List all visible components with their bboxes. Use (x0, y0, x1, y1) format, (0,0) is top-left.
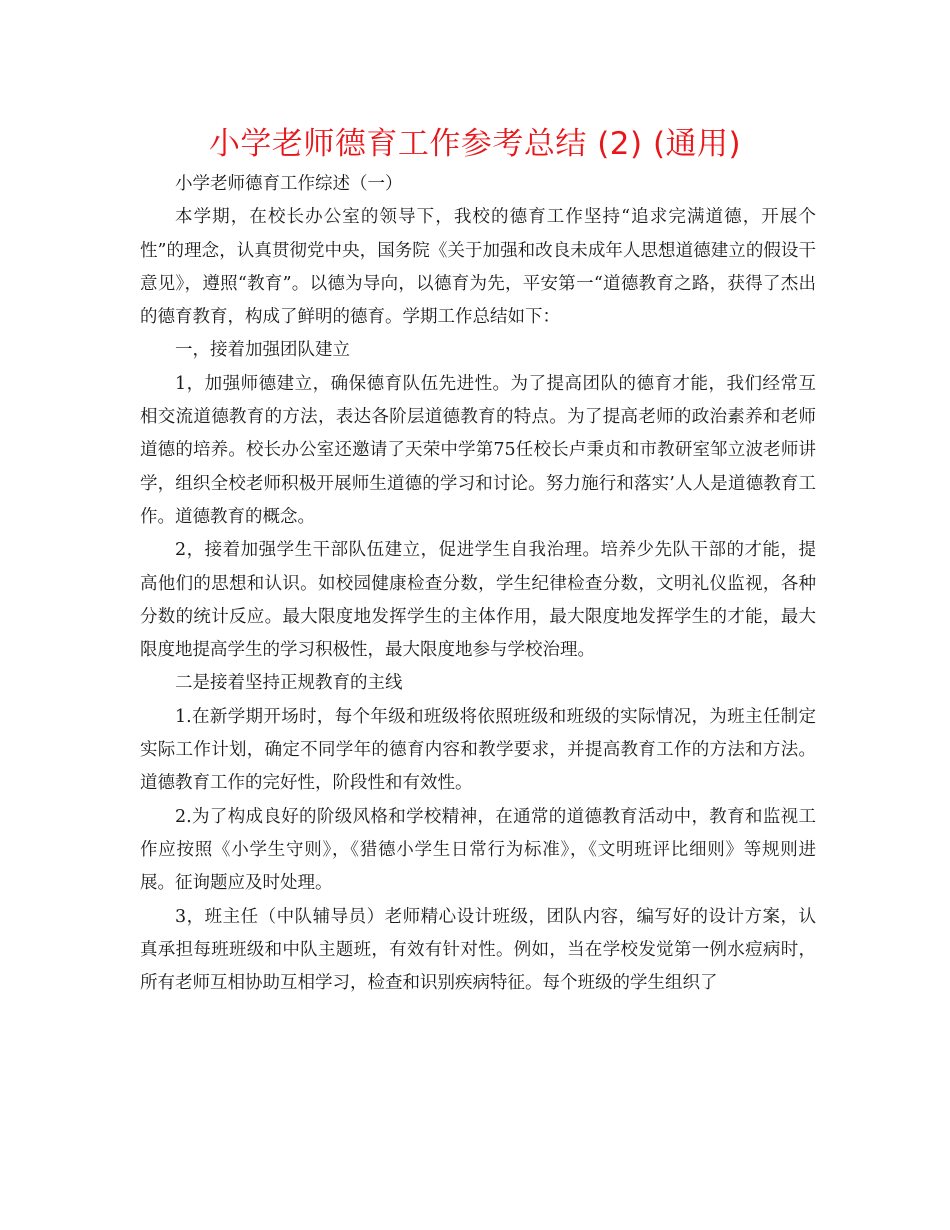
paragraph-heading-regular-education: 二是接着坚持正规教育的主线 (175, 673, 403, 694)
paragraph-teacher-ethics: 1，加强师德建立，确保德育队伍先进性。为了提高团队的德育才能，我们经常互相交流道德教育的方法，表达各阶层道德教育的特点。为了提高老师的政治素养和老师道德的培养。校长办公室还邀请了天荣中学第75任校长卢秉贞和市教研室邹立波老师讲学，组织全校老师积极开展师生道德的学习和讨论。努力施行和落实’人人是道德教育工作。道德教育的概念。 (140, 373, 816, 527)
paragraph-heading-team-building: 一，接着加强团队建立 (175, 340, 350, 361)
paragraph-intro: 本学期，在校长办公室的领导下，我校的德育工作坚持“追求完满道德，开展个性”的理念，认真贯彻党中央，国务院《关于加强和改良未成年人思想道德建立的假设干意见》，遵照“教育”。以德为导向，以德育为先，平安第一“道德教育之路，获得了杰出的德育教育，构成了鲜明的德育。学期工作总结如下： (140, 207, 816, 328)
paragraph-section-heading: 小学老师德育工作综述（一） (175, 174, 403, 194)
document-body (140, 168, 816, 1000)
paragraph-new-semester-plan: 1.在新学期开场时，每个年级和班级将依照班级和班级的实际情况，为班主任制定实际工作计划，确定不同学年的德育内容和教学要求，并提高教育工作的方法和方法。道德教育工作的完好性，阶段性和有效性。 (140, 706, 816, 794)
document-title: 小学老师德育工作参考总结 (2) (通用) (208, 126, 742, 162)
paragraph-school-spirit: 2.为了构成良好的阶级风格和学校精神，在通常的道德教育活动中，教育和监视工作应按照《小学生守则》，《猎德小学生日常行为标准》，《文明班评比细则》等规则进展。征询题应及时处理。 (140, 806, 816, 894)
paragraph-class-teacher: 3，班主任（中队辅导员）老师精心设计班级，团队内容，编写好的设计方案，认真承担每班班级和中队主题班，有效有针对性。例如，当在学校发觉第一例水痘病时，所有老师互相协助互相学习，检查和识别疾病特征。每个班级的学生组织了 (140, 906, 816, 994)
paragraph-student-cadres: 2，接着加强学生干部队伍建立，促进学生自我治理。培养少先队干部的才能，提高他们的思想和认识。如校园健康检查分数，学生纪律检查分数，文明礼仪监视，各种分数的统计反应。最大限度地发挥学生的主体作用，最大限度地发挥学生的才能，最大限度地提高学生的学习积极性，最大限度地参与学校治理。 (140, 540, 816, 661)
